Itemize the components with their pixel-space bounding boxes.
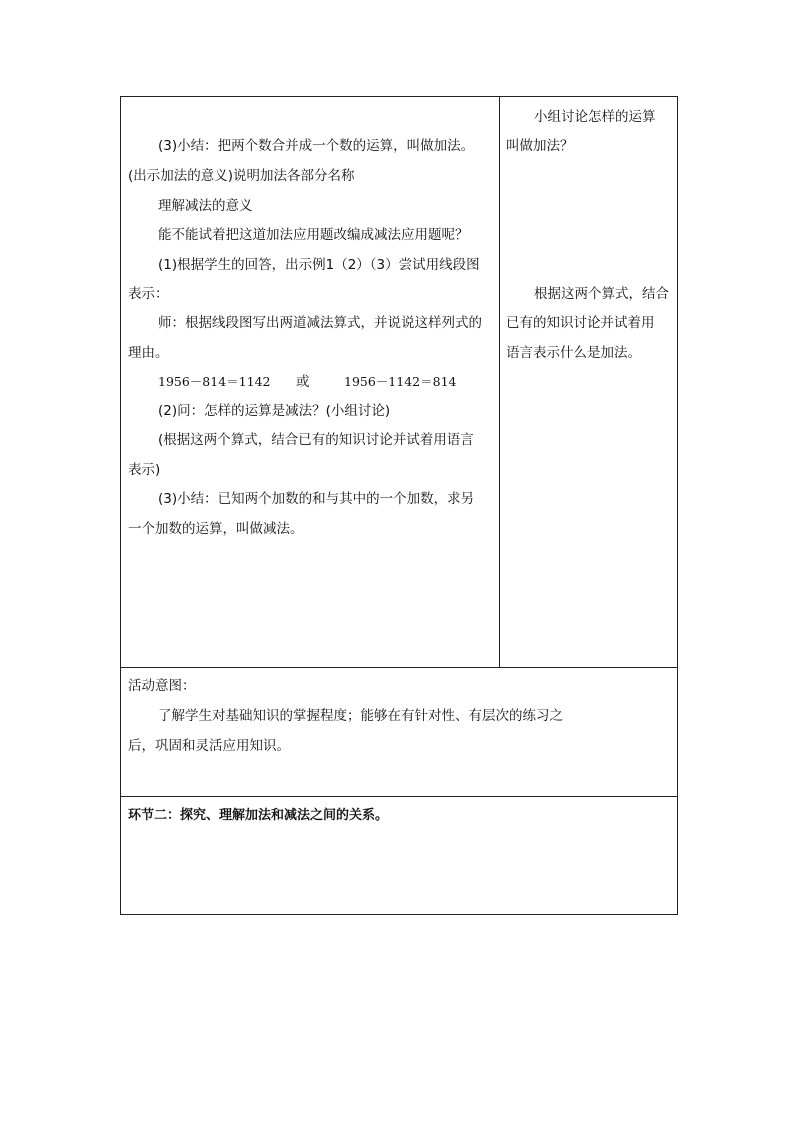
rewrite-question-line: 能不能试着把这道加法应用题改编成减法应用题呢？ (158, 227, 469, 243)
summary-addition-line: (3)小结：把两个数合并成一个数的运算，叫做加法。 (158, 138, 475, 154)
equation-2: 1956－1142＝814 (344, 374, 457, 389)
discussion-line-2: 表示) (128, 462, 161, 478)
question-subtraction-line: (2)问：怎样的运算是减法？(小组讨论) (158, 403, 391, 419)
summary-subtraction-line-1: (3)小结：已知两个加数的和与其中的一个加数，求另 (158, 491, 475, 507)
right-note-line-2: 叫做加法？ (506, 138, 574, 154)
discussion-line-1: (根据这两个算式，结合已有的知识讨论并试着用语言 (158, 432, 474, 448)
right-note-line-4: 已有的知识讨论并试着用 (506, 315, 655, 331)
right-note-line-5: 语言表示什么是加法。 (506, 345, 641, 361)
example-line-1: (1)根据学生的回答，出示例1（2）（3）尝试用线段图 (158, 257, 480, 273)
activity-intent-heading: 活动意图： (128, 678, 196, 694)
summary-subtraction-line-2: 一个加数的运算，叫做减法。 (128, 521, 304, 537)
teacher-line-1: 师：根据线段图写出两道减法算式，并说说这样列式的 (158, 315, 482, 331)
subtraction-meaning-heading: 理解减法的意义 (158, 198, 253, 214)
activity-intent-line-2: 后，巩固和灵活应用知识。 (128, 738, 290, 754)
equation-or: 或 (296, 374, 310, 390)
equation-1: 1956－814＝1142 (158, 374, 271, 389)
right-note-line-1: 小组讨论怎样的运算 (534, 109, 656, 125)
example-line-2: 表示： (128, 286, 169, 302)
right-note-line-3: 根据这两个算式，结合 (534, 286, 669, 302)
activity-intent-line-1: 了解学生对基础知识的掌握程度；能够在有针对性、有层次的练习之 (158, 708, 563, 724)
activity-intent-cell (120, 667, 678, 797)
section-two-title: 环节二：探究、理解加法和减法之间的关系。 (128, 808, 389, 823)
addition-parts-line: (出示加法的意义)说明加法各部分名称 (128, 168, 355, 184)
student-activity-cell (499, 96, 678, 668)
teacher-line-2: 理由。 (128, 345, 169, 361)
